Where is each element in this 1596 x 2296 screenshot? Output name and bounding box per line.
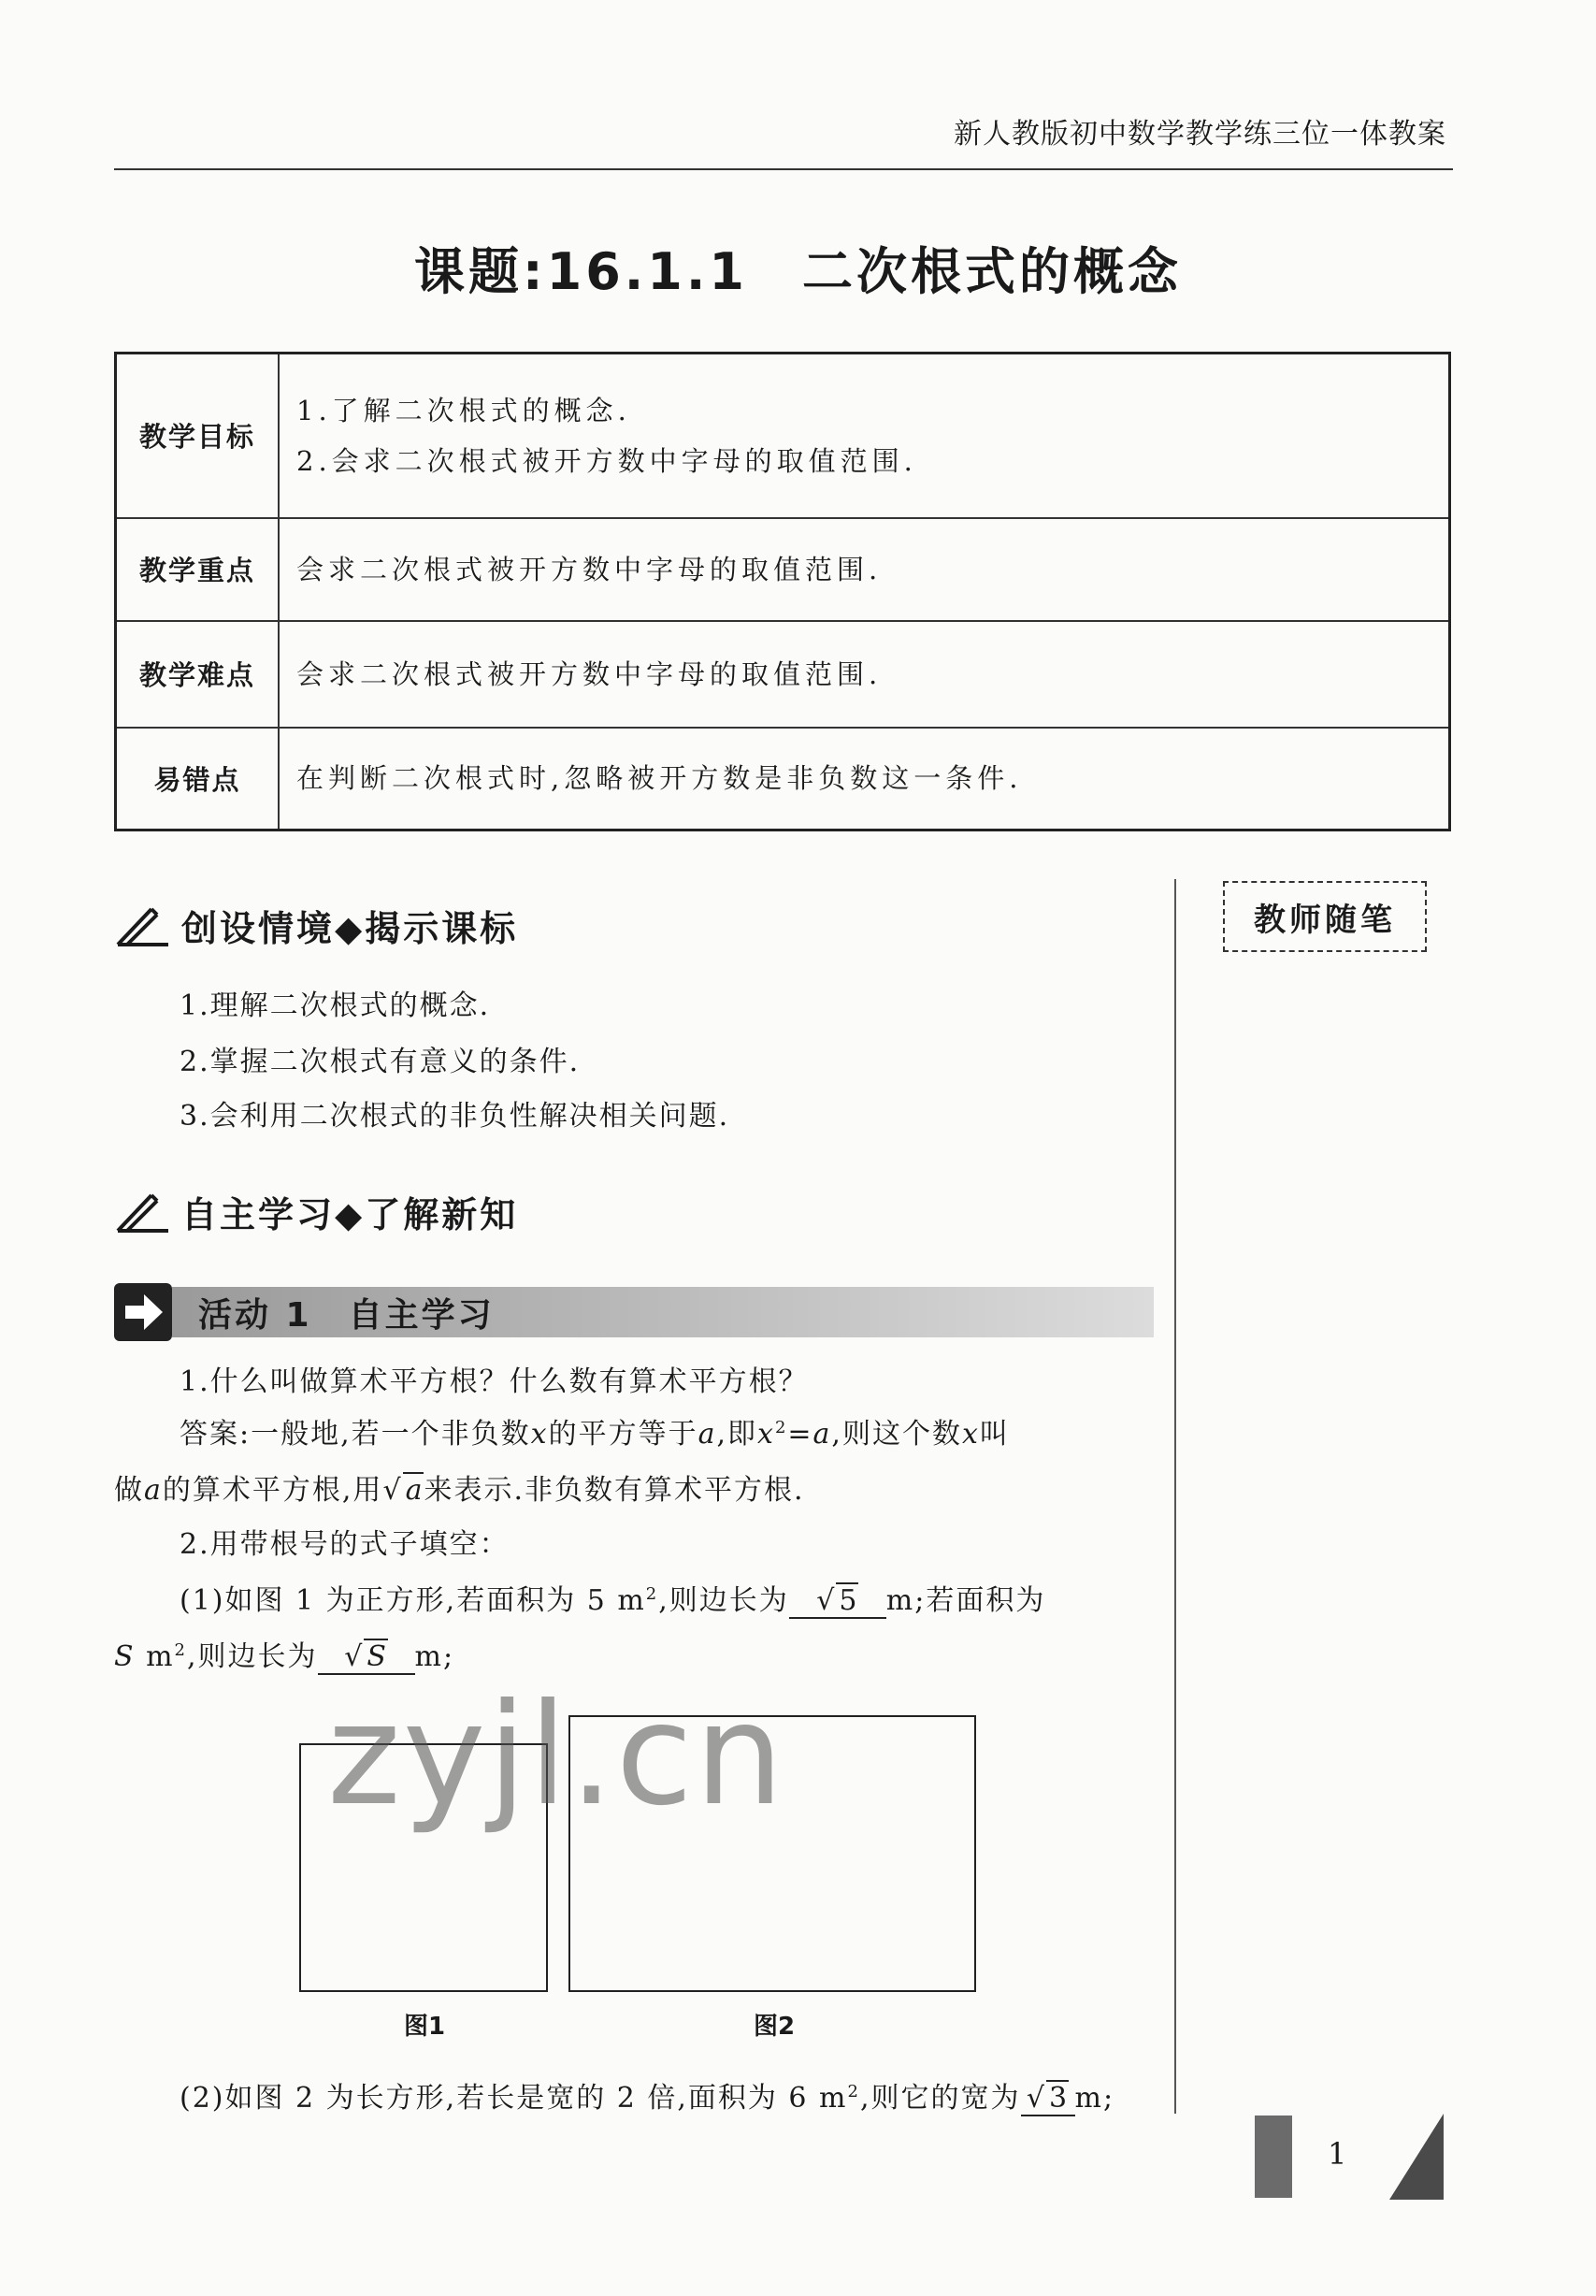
text: ,则它的宽为 bbox=[859, 2082, 1021, 2115]
answer-blank bbox=[318, 1639, 415, 1675]
section-heading-text: 自主学习◆了解新知 bbox=[181, 1194, 519, 1235]
text: 的算术平方根,用 bbox=[162, 1474, 383, 1507]
sqrt-sign: √ bbox=[344, 1640, 365, 1673]
list-item: 2.掌握二次根式有意义的条件. bbox=[180, 1046, 581, 1078]
table-row bbox=[116, 354, 1450, 518]
header-text: 新人教版初中数学教学练三位一体教案 bbox=[954, 118, 1446, 151]
row-value: 在判断二次根式时,忽略被开方数是非负数这一条件. bbox=[279, 728, 1450, 830]
page-title: 课题:16.1.1 二次根式的概念 bbox=[414, 242, 1182, 301]
question-1: 1.什么叫做算术平方根？什么数有算术平方根？ bbox=[180, 1365, 809, 1398]
text: (2)如图 2 为长方形,若长是宽的 2 倍,面积为 6 m bbox=[180, 2082, 848, 2115]
var: x bbox=[961, 1418, 980, 1451]
radicand: 3 bbox=[1046, 2080, 1069, 2115]
var: a bbox=[697, 1418, 717, 1451]
answer-blank bbox=[789, 1582, 886, 1619]
text: 来表示.非负数有算术平方根. bbox=[424, 1474, 805, 1507]
radicand: 5 bbox=[836, 1582, 858, 1617]
answer-blank bbox=[1021, 2080, 1075, 2116]
text: m;若面积为 bbox=[885, 1584, 1046, 1617]
row-value: 会求二次根式被开方数中字母的取值范围. bbox=[279, 621, 1450, 728]
text: (1)如图 1 为正方形,若面积为 5 m bbox=[180, 1584, 646, 1617]
sup: 2 bbox=[174, 1640, 187, 1660]
text: m; bbox=[1074, 2082, 1115, 2115]
list-item: 1.理解二次根式的概念. bbox=[180, 989, 491, 1022]
answer-1-line-2 bbox=[114, 1466, 805, 1508]
text: ,则边长为 bbox=[658, 1584, 789, 1617]
list-item: 3.会利用二次根式的非负性解决相关问题. bbox=[180, 1100, 730, 1133]
text: 的平方等于 bbox=[548, 1418, 698, 1451]
var: a bbox=[405, 1474, 424, 1507]
figure-2-caption: 图2 bbox=[754, 2013, 796, 2041]
table-row bbox=[116, 518, 1450, 621]
sqrt-sign: √ bbox=[382, 1474, 403, 1507]
row-label: 易错点 bbox=[116, 728, 280, 830]
pen-icon bbox=[114, 903, 172, 948]
var: S bbox=[114, 1640, 136, 1673]
part-2-line bbox=[180, 2074, 1114, 2116]
var: S bbox=[367, 1640, 388, 1673]
var: x bbox=[530, 1418, 549, 1451]
corner-triangle bbox=[1389, 2114, 1444, 2200]
part-1-line-2 bbox=[114, 1633, 454, 1675]
var: a bbox=[144, 1474, 163, 1507]
row-label: 教学难点 bbox=[116, 621, 280, 728]
text: ,即 bbox=[716, 1418, 758, 1451]
radicand bbox=[364, 1639, 388, 1673]
part-1-line-1 bbox=[180, 1577, 1045, 1619]
text: ,则这个数 bbox=[831, 1418, 962, 1451]
table-row bbox=[116, 728, 1450, 830]
row-value: 会求二次根式被开方数中字母的取值范围. bbox=[279, 518, 1450, 621]
radicand bbox=[403, 1472, 424, 1507]
arrow-box bbox=[114, 1283, 172, 1341]
row-value bbox=[279, 354, 1450, 518]
text: 答案:一般地,若一个非负数 bbox=[180, 1418, 531, 1451]
text: m; bbox=[414, 1640, 455, 1673]
sidebar-divider bbox=[1174, 879, 1176, 2114]
sqrt-sign: √ bbox=[1026, 2082, 1047, 2115]
table-row bbox=[116, 621, 1450, 728]
teacher-notes-box: 教师随笔 bbox=[1223, 881, 1427, 952]
header-rule bbox=[114, 168, 1453, 170]
page-tab-block bbox=[1255, 2115, 1292, 2198]
answer-1-line-1 bbox=[180, 1410, 1010, 1451]
section-heading-1 bbox=[114, 900, 518, 951]
sup: 2 bbox=[847, 2082, 860, 2101]
figure-1-caption: 图1 bbox=[404, 2013, 446, 2041]
sup: 2 bbox=[645, 1584, 659, 1604]
page-number: 1 bbox=[1328, 2136, 1347, 2172]
objectives-table bbox=[114, 352, 1451, 831]
question-2: 2.用带根号的式子填空： bbox=[180, 1528, 510, 1561]
pen-icon bbox=[114, 1190, 172, 1235]
watermark: zyjl.cn bbox=[327, 1674, 786, 1837]
text: = bbox=[787, 1418, 813, 1451]
var: x bbox=[757, 1418, 775, 1451]
text: 叫 bbox=[979, 1418, 1010, 1451]
section-heading-text: 创设情境◆揭示课标 bbox=[181, 908, 519, 949]
row-label: 教学重点 bbox=[116, 518, 280, 621]
text: 做 bbox=[114, 1474, 144, 1507]
row-line: 2.会求二次根式被开方数中字母的取值范围. bbox=[296, 444, 917, 477]
text: m bbox=[135, 1640, 175, 1673]
text: ,则边长为 bbox=[187, 1640, 318, 1673]
sqrt-sign: √ bbox=[816, 1584, 837, 1617]
row-label: 教学目标 bbox=[116, 354, 280, 518]
row-line: 1.了解二次根式的概念. bbox=[296, 394, 631, 426]
sup: 2 bbox=[774, 1418, 788, 1437]
var: a bbox=[812, 1418, 832, 1451]
arrow-right-icon bbox=[114, 1283, 172, 1341]
activity-label: 活动 1 自主学习 bbox=[198, 1296, 495, 1335]
section-heading-2 bbox=[114, 1186, 518, 1237]
